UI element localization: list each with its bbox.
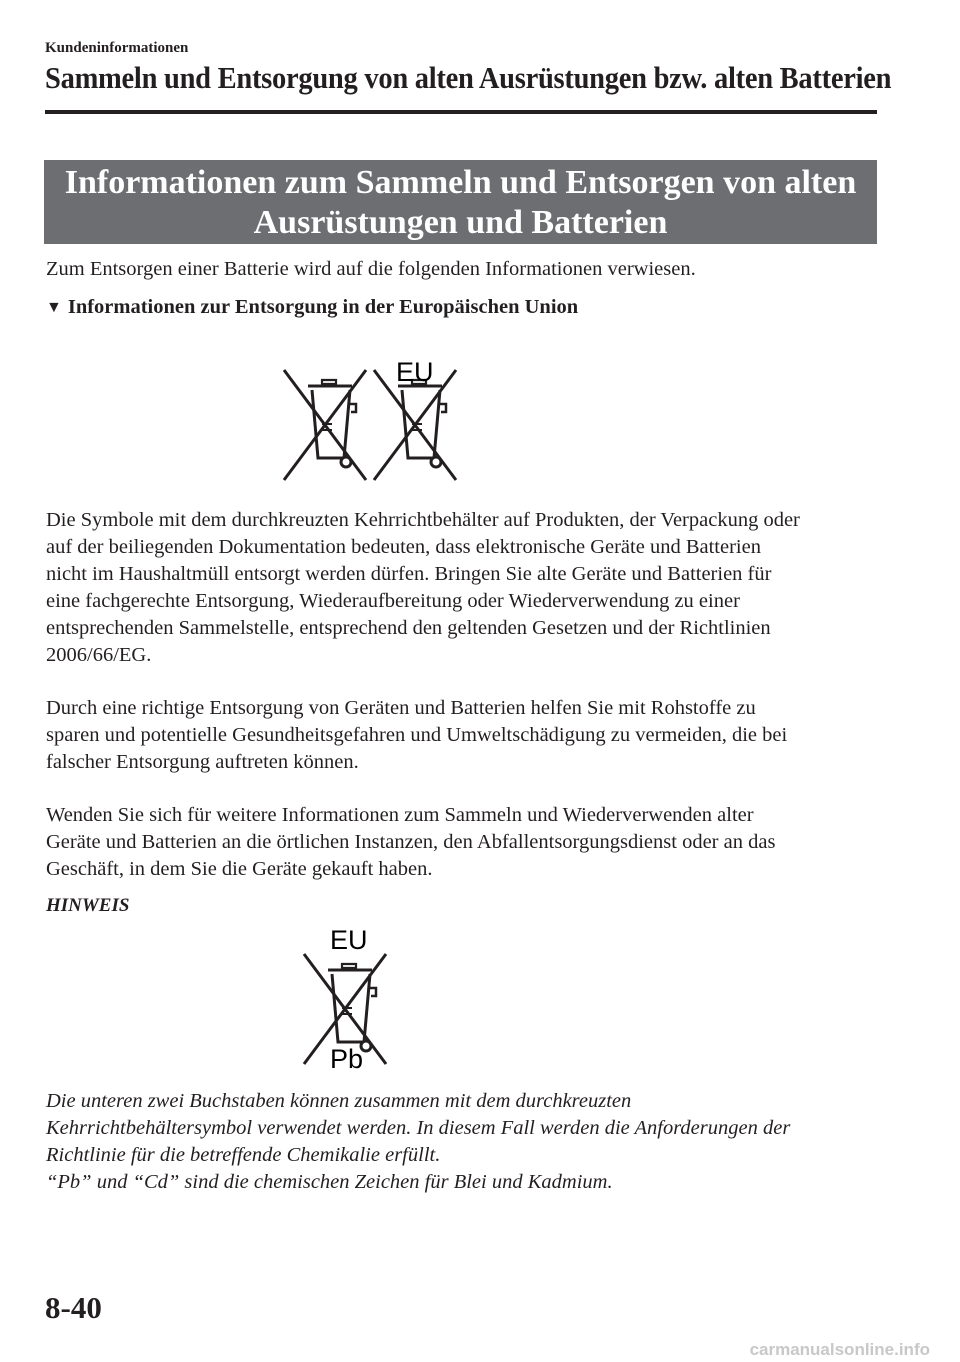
paragraph-line: Geräte und Batterien an die örtlichen Instanzen, den Abfallentsorgungsdienst oder an das: [46, 831, 776, 853]
eu-subheading-text: Informationen zur Entsorgung in der Europäischen Union: [67, 296, 579, 318]
paragraph-line: auf der beiliegenden Dokumentation bedeuten, dass elektronische Geräte und Batterien: [46, 536, 761, 558]
pb-label: Pb: [330, 1044, 364, 1072]
weee-symbols-group: [272, 352, 472, 484]
paragraph-1: [46, 507, 876, 669]
eu-subheading: [46, 296, 578, 319]
paragraph-line: nicht im Haushaltmüll entsorgt werden dürfen. Bringen Sie alte Geräte und Batterien für: [46, 563, 772, 585]
crossed-out-wheelie-bin-icon: [284, 370, 366, 480]
header-rule: [45, 110, 877, 114]
paragraph-line: 2006/66/EG.: [46, 644, 152, 666]
paragraph-line: entsprechenden Sammelstelle, entsprechend den geltenden Gesetzen und der Richtlinien: [46, 617, 771, 639]
paragraph-3: [46, 802, 876, 883]
paragraph-2: [46, 695, 876, 776]
note-line: Die unteren zwei Buchstaben können zusammen mit dem durchkreuzten: [46, 1090, 632, 1112]
paragraph-line: falscher Entsorgung auftreten können.: [46, 751, 359, 773]
note-line: Richtlinie für die betreffende Chemikalie erfüllt.: [46, 1144, 441, 1166]
note-text: [46, 1088, 876, 1196]
note-line: Kehrrichtbehältersymbol verwendet werden. In diesem Fall werden die Anforderungen der: [46, 1117, 791, 1139]
chapter-label: Kundeninformationen: [45, 40, 189, 56]
paragraph-line: Durch eine richtige Entsorgung von Geräten und Batterien helfen Sie mit Rohstoffe zu: [46, 697, 756, 719]
paragraph-line: Die Symbole mit dem durchkreuzten Kehrrichtbehälter auf Produkten, der Verpackung oder: [46, 509, 800, 531]
paragraph-line: sparen und potentielle Gesundheitsgefahren und Umweltschädigung zu vermeiden, die bei: [46, 724, 788, 746]
banner-line-2: Ausrüstungen und Batterien: [253, 204, 668, 241]
intro-text: Zum Entsorgen einer Batterie wird auf die folgenden Informationen verwiesen.: [46, 258, 696, 280]
eu-label: EU: [396, 357, 434, 387]
weee-pb-symbol: [296, 922, 406, 1072]
page-number: 8-40: [45, 1290, 102, 1325]
triangle-marker-icon: ▼: [46, 299, 62, 316]
note-line: “Pb” und “Cd” sind die chemischen Zeichen für Blei und Kadmium.: [46, 1171, 613, 1193]
paragraph-line: Wenden Sie sich für weitere Informationen zum Sammeln und Wiederverwenden alter: [46, 804, 754, 826]
section-title: Sammeln und Entsorgung von alten Ausrüstungen bzw. alten Batterien: [45, 60, 892, 95]
note-title: HINWEIS: [46, 895, 130, 916]
paragraph-line: eine fachgerechte Entsorgung, Wiederaufbereitung oder Wiederverwendung zu einer: [46, 590, 740, 612]
topic-banner: [44, 160, 877, 244]
banner-line-1: Informationen zum Sammeln und Entsorgen von alten: [64, 164, 857, 201]
watermark: carmanualsonline.info: [749, 1340, 930, 1359]
paragraph-line: Geschäft, in dem Sie die Geräte gekauft haben.: [46, 858, 433, 880]
eu-label: EU: [330, 925, 368, 955]
